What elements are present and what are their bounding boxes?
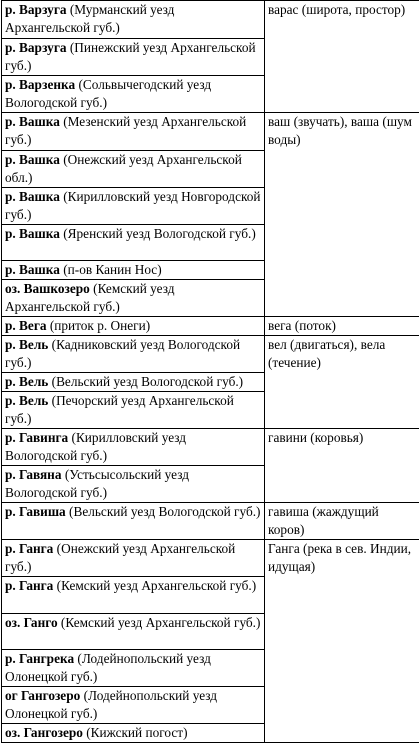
toponym-cell <box>2 280 265 317</box>
meaning-cell: ваш (звучать), ваша (шум воды) <box>265 113 419 317</box>
toponym-name: р. Вашка <box>5 262 60 277</box>
toponym-location: (п-ов Канин Нос) <box>60 262 162 277</box>
toponym-name: р. Вель <box>5 374 48 389</box>
table-row <box>2 317 419 336</box>
toponym-cell <box>2 261 265 280</box>
toponym-location: (Лодейнопольский уезд Олонецкой губ.) <box>5 688 217 721</box>
toponym-name: оз. Вашкозеро <box>5 281 90 296</box>
table-row <box>2 503 419 540</box>
toponym-location: (приток р. Онеги) <box>47 318 151 333</box>
meaning-cell: вел (двигаться), вела (течение) <box>265 336 419 429</box>
toponym-cell <box>2 317 265 336</box>
toponym-location: (Мезенский уезд Архангельской губ.) <box>5 114 246 147</box>
toponym-cell <box>2 724 265 743</box>
toponym-cell <box>2 577 265 614</box>
toponym-name: р. Варзуга <box>5 40 67 55</box>
toponym-name: р. Варзуга <box>5 2 67 17</box>
toponym-name: р. Вашка <box>5 152 60 167</box>
toponym-name: оз. Гангозеро <box>5 725 83 740</box>
toponym-name: р. Вель <box>5 337 48 352</box>
toponym-name: р. Вашка <box>5 189 60 204</box>
toponym-cell <box>2 1 265 39</box>
toponym-location: (Вельский уезд Вологодской губ.) <box>48 374 243 389</box>
toponym-cell <box>2 113 265 151</box>
table-row <box>2 429 419 466</box>
toponym-name: р. Гангрека <box>5 651 74 666</box>
toponym-cell <box>2 151 265 188</box>
toponym-location: (Кижский погост) <box>83 725 188 740</box>
meaning-cell: гавиша (жаждущий коров) <box>265 503 419 540</box>
toponym-name: р. Вега <box>5 318 47 333</box>
toponym-name: р. Вашка <box>5 226 60 241</box>
toponym-cell <box>2 650 265 687</box>
toponym-cell <box>2 503 265 540</box>
toponym-cell <box>2 336 265 373</box>
toponym-location: (Онежский уезд Архангельской обл.) <box>5 152 242 185</box>
toponym-cell <box>2 614 265 650</box>
toponym-location: (Онежский уезд Архангельской губ.) <box>5 541 235 574</box>
meaning-cell: гавини (коровья) <box>265 429 419 503</box>
toponym-name: оз. Ганго <box>5 615 58 630</box>
toponym-location: (Печорский уезд Архангельской губ.) <box>5 393 234 426</box>
meaning-cell: варас (широта, простор) <box>265 1 419 113</box>
toponym-cell <box>2 373 265 392</box>
toponym-cell <box>2 540 265 577</box>
meaning-cell: вега (поток) <box>265 317 419 336</box>
toponym-name: р. Вель <box>5 393 48 408</box>
toponym-location: (Вельский уезд Вологодской губ.) <box>66 504 261 519</box>
toponym-location: (Пинежский уезд Архангельской губ.) <box>5 40 256 73</box>
toponym-cell <box>2 225 265 261</box>
toponym-name: р. Гавяна <box>5 467 62 482</box>
table-row <box>2 113 419 151</box>
toponym-name: р. Варзенка <box>5 77 75 92</box>
toponym-location: (Мурманский уезд Архангельской губ.) <box>5 2 174 35</box>
toponym-cell <box>2 392 265 429</box>
table-row <box>2 336 419 373</box>
toponym-location: (Кирилловский уезд Новгородской губ.) <box>5 189 261 222</box>
toponym-location: (Кадниковский уезд Вологодской губ.) <box>5 337 240 370</box>
toponym-name: р. Ганга <box>5 578 53 593</box>
toponym-location: (Кемский уезд Архангельской губ.) <box>58 615 261 630</box>
toponym-table <box>1 0 419 743</box>
toponym-name: ог Гангозеро <box>5 688 80 703</box>
toponym-location: (Устьсысольский уезд Вологодской губ.) <box>5 467 189 500</box>
toponym-location: (Кемский уезд Архангельской губ.) <box>53 578 256 593</box>
toponym-location: (Яренский уезд Вологодской губ.) <box>60 226 256 241</box>
table-row <box>2 1 419 39</box>
meaning-cell: Ганга (река в сев. Индии, идущая) <box>265 540 419 743</box>
toponym-cell <box>2 39 265 76</box>
toponym-location: (Лодейнопольский уезд Олонецкой губ.) <box>5 651 211 684</box>
toponym-cell <box>2 429 265 466</box>
toponym-table-body <box>2 1 419 743</box>
toponym-location: (Кирилловский уезд Вологодской губ.) <box>5 430 186 463</box>
toponym-location: (Сольвычегодский уезд Вологодской губ.) <box>5 77 211 110</box>
toponym-cell <box>2 466 265 503</box>
toponym-name: р. Гавинга <box>5 430 68 445</box>
toponym-name: р. Ганга <box>5 541 53 556</box>
toponym-name: р. Вашка <box>5 114 60 129</box>
toponym-cell <box>2 76 265 113</box>
toponym-location: (Кемский уезд Архангельской губ.) <box>5 281 174 314</box>
toponym-cell <box>2 687 265 724</box>
toponym-cell <box>2 188 265 225</box>
table-row <box>2 540 419 577</box>
toponym-name: р. Гавиша <box>5 504 66 519</box>
